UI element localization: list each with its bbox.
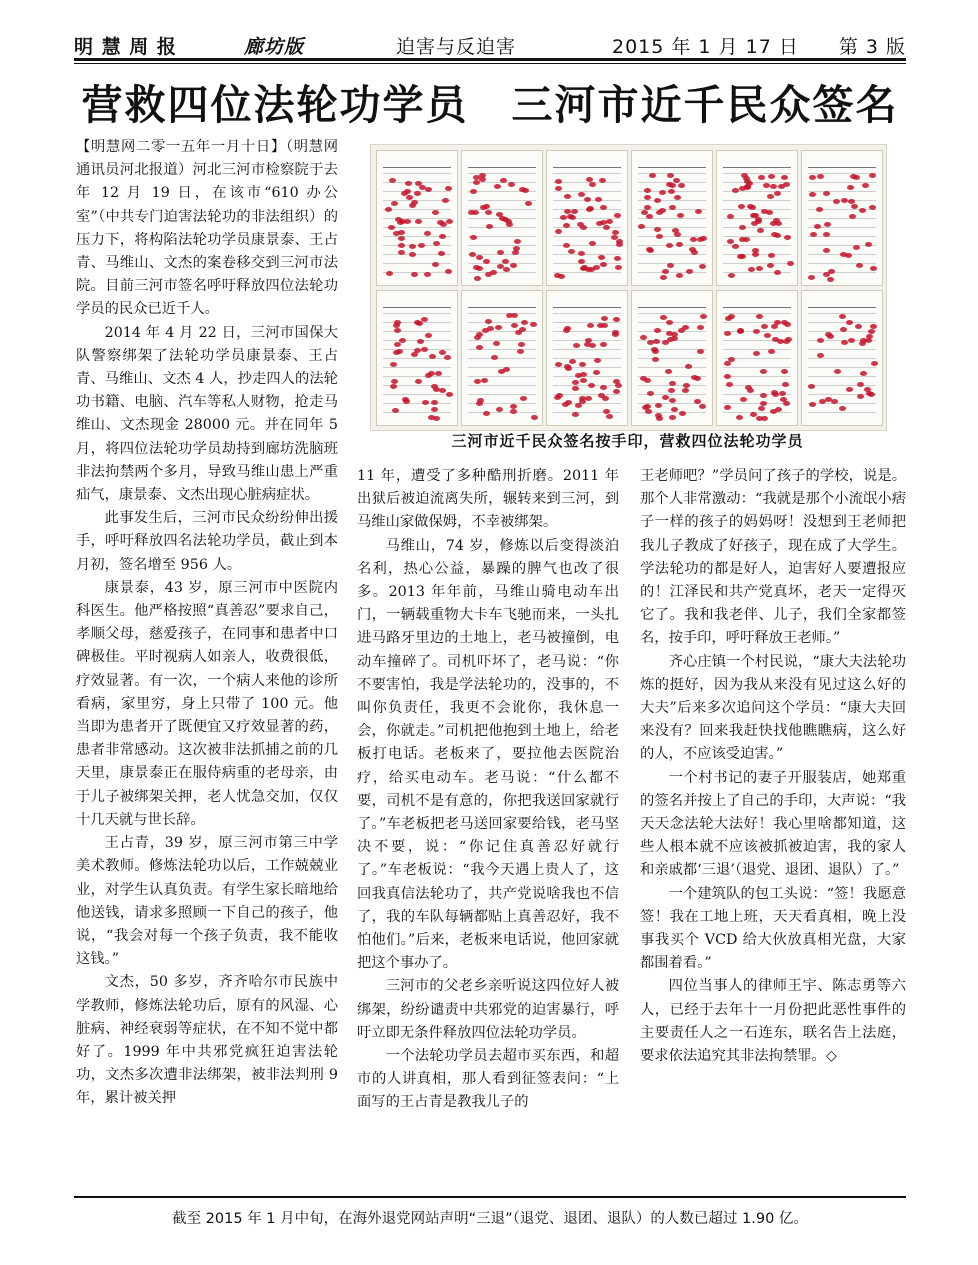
signature-petition-photo [370, 144, 887, 431]
article-paragraph: 王占青，39 岁，原三河市第三中学美术教师。修炼法轮功以后，工作兢兢业业，对学生认真负责。有学生家长暗地给他送钱，请求多照顾一下自己的孩子，他说，“我会对每一个孩子负责，我不能收这钱。” [76, 835, 338, 968]
footer-rule [74, 1196, 906, 1198]
article-headline: 营救四位法轮功学员 三河市近千民众签名 [81, 81, 899, 129]
petition-sheet [376, 290, 458, 426]
article-column-1 [76, 136, 338, 1111]
article-paragraph: 康景泰，43 岁，原三河市中医院内科医生。他严格按照“真善忍”要求自己，孝顺父母，慈爱孩子，在同事和患者中口碑极佳。平时视病人如亲人，收费很低，疗效显著。有一次，一个病人来他的诊所看病，家里穷，身上只带了 100 元。他当即为患者开了既便宜又疗效显著的药，患者非常感动。这次被非法抓捕之前的几天里，康景泰正在服侍病重的老母亲，由于儿子被绑架关押，老人忧急交加，仅仅十几天就与世长辞。 [76, 579, 338, 828]
article-column-2 [357, 465, 619, 1115]
masthead-rule [74, 58, 906, 61]
page-number: 第 3 版 [838, 36, 906, 58]
paper-name: 明 慧 周 报 [74, 36, 177, 58]
edition-name: 廊坊版 [244, 36, 305, 58]
photo-caption: 三河市近千民众签名按手印，营救四位法轮功学员 [451, 432, 804, 450]
article-paragraph: 一个法轮功学员去超市买东西，和超市的人讲真相，那人看到征签表问：“上面写的王占青是教我儿子的 [357, 1048, 619, 1111]
article-paragraph: 11 年，遭受了多种酷刑折磨。2011 年出狱后被迫流离失所，辗转来到三河，到马维山家做保姆，不幸被绑架。 [357, 468, 619, 531]
article-paragraph: 文杰，50 多岁，齐齐哈尔市民族中学教师，修炼法轮功后，原有的风湿、心脏病、神经衰弱等症状，在不知不觉中都好了。1999 年中共邪党疯狂迫害法轮功，文杰多次遭非法绑架，被非法判刑 9 年，累计被关押 [76, 974, 338, 1107]
petition-sheet [716, 290, 798, 426]
article-paragraph: 一个村书记的妻子开服装店，她郑重的签名并按上了自己的手印，大声说：“我天天念法轮大法好！我心里啥都知道，这些人根本就不应该被抓被迫害，我的家人和亲戚都‘三退’（退党、退团、退队）了。” [640, 769, 906, 879]
petition-sheet [801, 150, 883, 286]
petition-sheet [546, 150, 628, 286]
article-paragraph: 马维山，74 岁，修炼以后变得淡泊名利，热心公益，暴躁的脾气也改了很多。2013 年年前，马维山骑电动车出门，一辆载重物大卡车飞驰而来，一头扎进马路牙里边的土地上，老马被撞倒，电动车撞碎了。司机吓坏了，老马说：“你不要害怕，我是学法轮功的，没事的，不叫你负责任，我更不会讹你，我休息一会，你就走。”司机把他抱到土地上，给老板打电话。老板来了，要拉他去医院治疗，给买电动车。老马说：“什么都不要，司机不是有意的，你把我送回家就行了。”车老板把老马送回家要给钱，老马坚决不要，说：“你记住真善忍好就行了。”车老板说：“我今天遇上贵人了，这回我真信法轮功了，共产党说啥我也不信了，我的车队每辆都贴上真善忍好，我不怕他们。”后来，老板来电话说，他回家就把这个事办了。 [357, 537, 619, 972]
article-paragraph: 一个建筑队的包工头说：“签！我愿意签！我在工地上班，天天看真相，晚上没事我买个 VCD 给大伙放真相光盘，大家都围着看。” [640, 885, 906, 972]
petition-sheet [716, 150, 798, 286]
article-paragraph: 王老师吧？”学员问了孩子的学校，说是。那个人非常激动：“我就是那个小流氓小痞子一样的孩子的妈妈呀！没想到王老师把我儿子教成了好孩子，现在成了大学生。学法轮功的都是好人，迫害好人要遭报应的！江泽民和共产党真坏，老天一定得灭它了。我和我老伴、儿子，我们全家都签名，按手印，呼吁释放王老师。” [640, 468, 906, 647]
petition-sheet [461, 290, 543, 426]
masthead-rule-thin [74, 63, 906, 64]
article-paragraph: 四位当事人的律师王宇、陈志勇等六人，已经于去年十一月份把此恶性事件的主要责任人之一石连东，联名告上法庭，要求依法追究其非法拘禁罪。◇ [640, 978, 906, 1065]
article-column-3 [640, 465, 906, 1068]
petition-sheet [461, 150, 543, 286]
article-paragraph: 2014 年 4 月 22 日，三河市国保大队警察绑架了法轮功学员康景泰、王占青、马维山、文杰 4 人，抄走四人的法轮功书籍、电脑、汽车等私人财物，抢走马维山、文杰现金 28000 元。并在同年 5 月，将四位法轮功学员劫持到廊坊洗脑班非法拘禁两个多月，导致马维山患上严重疝气，康景泰、文杰出现心脏病症状。 [76, 324, 338, 504]
petition-sheet [631, 290, 713, 426]
article-paragraph: 三河市的父老乡亲听说这四位好人被绑架，纷纷谴责中共邪党的迫害暴行，呼吁立即无条件释放四位法轮功学员。 [357, 978, 619, 1041]
section-name: 迫害与反迫害 [396, 36, 517, 58]
issue-date: 2015 年 1 月 17 日 [612, 36, 799, 58]
article-paragraph: 齐心庄镇一个村民说，“康大夫法轮功炼的挺好，因为我从来没有见过这么好的大夫”后来多次追问这个学员：“康大夫回来没有？回来我赶快找他瞧瞧病，这么好的人，不应该受迫害。” [640, 653, 906, 763]
petition-sheet [546, 290, 628, 426]
masthead [74, 28, 906, 62]
article-paragraph: 此事发生后，三河市民众纷纷伸出援手，呼吁释放四名法轮功学员，截止到本月初，签名增至 956 人。 [76, 510, 338, 573]
petition-sheet [631, 150, 713, 286]
petition-sheet [376, 150, 458, 286]
petition-sheet [801, 290, 883, 426]
footer-notice: 截至 2015 年 1 月中旬，在海外退党网站声明“三退”（退党、退团、退队）的人数已超过 1.90 亿。 [172, 1211, 808, 1227]
article-paragraph: 【明慧网二零一五年一月十日】（明慧网通讯员河北报道）河北三河市检察院于去年 12 月 19 日，在该市“610 办公室”（中共专门迫害法轮功的非法组织）的压力下，将构陷法轮功学员康景泰、王占青、马维山、文杰的案卷移交到三河市法院。目前三河市签名呼吁释放四位法轮功学员的民众已近千人。 [76, 139, 338, 318]
